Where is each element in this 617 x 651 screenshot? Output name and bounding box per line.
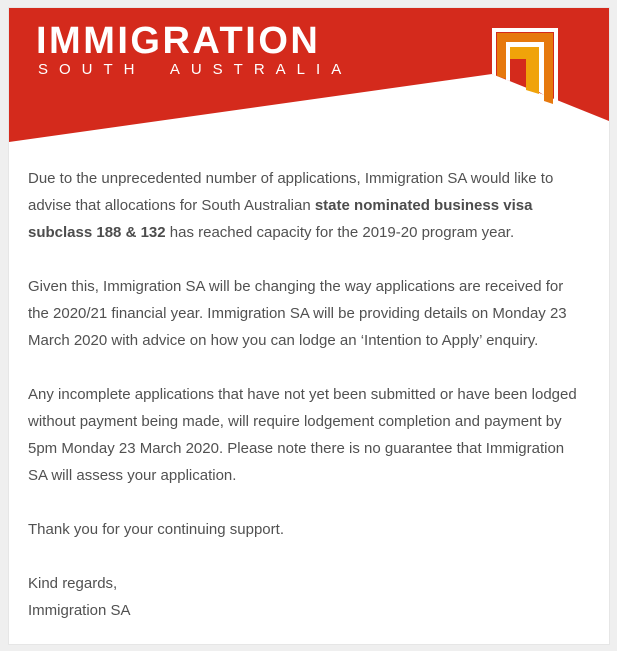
signature-immigration-sa: Immigration SA [28, 602, 131, 619]
text-line: March 2020 with advice on how you can lodge an ‘Intention to Apply’ enquiry. [28, 332, 539, 349]
text-line: Due to the unprecedented number of applications, Immigration SA would like to [28, 170, 554, 187]
header-banner [9, 8, 609, 148]
paragraph-capacity-notice [28, 165, 586, 246]
body-copy [9, 148, 609, 624]
signature-kind-regards: Kind regards, [28, 575, 118, 592]
masthead-subtitle: SOUTH AUSTRALIA [38, 61, 353, 78]
masthead-title: IMMIGRATION [36, 20, 321, 62]
text-line: Any incomplete applications that have not yet been submitted or have been lodged [28, 386, 577, 403]
paragraph-thanks [28, 516, 586, 543]
bold-visa-subclass-text: state nominated business visa [314, 197, 533, 214]
email-content-card [8, 7, 610, 645]
paragraph-incomplete-applications [28, 381, 586, 489]
text-line: Given this, Immigration SA will be changing the way applications are received for [28, 278, 564, 295]
text-line: has reached capacity for the 2019-20 program year. [165, 224, 515, 241]
text-line: advise that allocations for South Australian [28, 197, 315, 214]
paragraph-process-change [28, 273, 586, 354]
text-line: Thank you for your continuing support. [28, 521, 284, 538]
bold-visa-subclass-text: subclass 188 & 132 [28, 224, 166, 241]
text-line: the 2020/21 financial year. Immigration SA will be providing details on Monday 23 [28, 305, 567, 322]
text-line: SA will assess your application. [28, 467, 237, 484]
signature-block [28, 570, 586, 624]
text-line: without payment being made, will require lodgement completion and payment by [28, 413, 562, 430]
text-line: 5pm Monday 23 March 2020. Please note there is no guarantee that Immigration [28, 440, 565, 457]
